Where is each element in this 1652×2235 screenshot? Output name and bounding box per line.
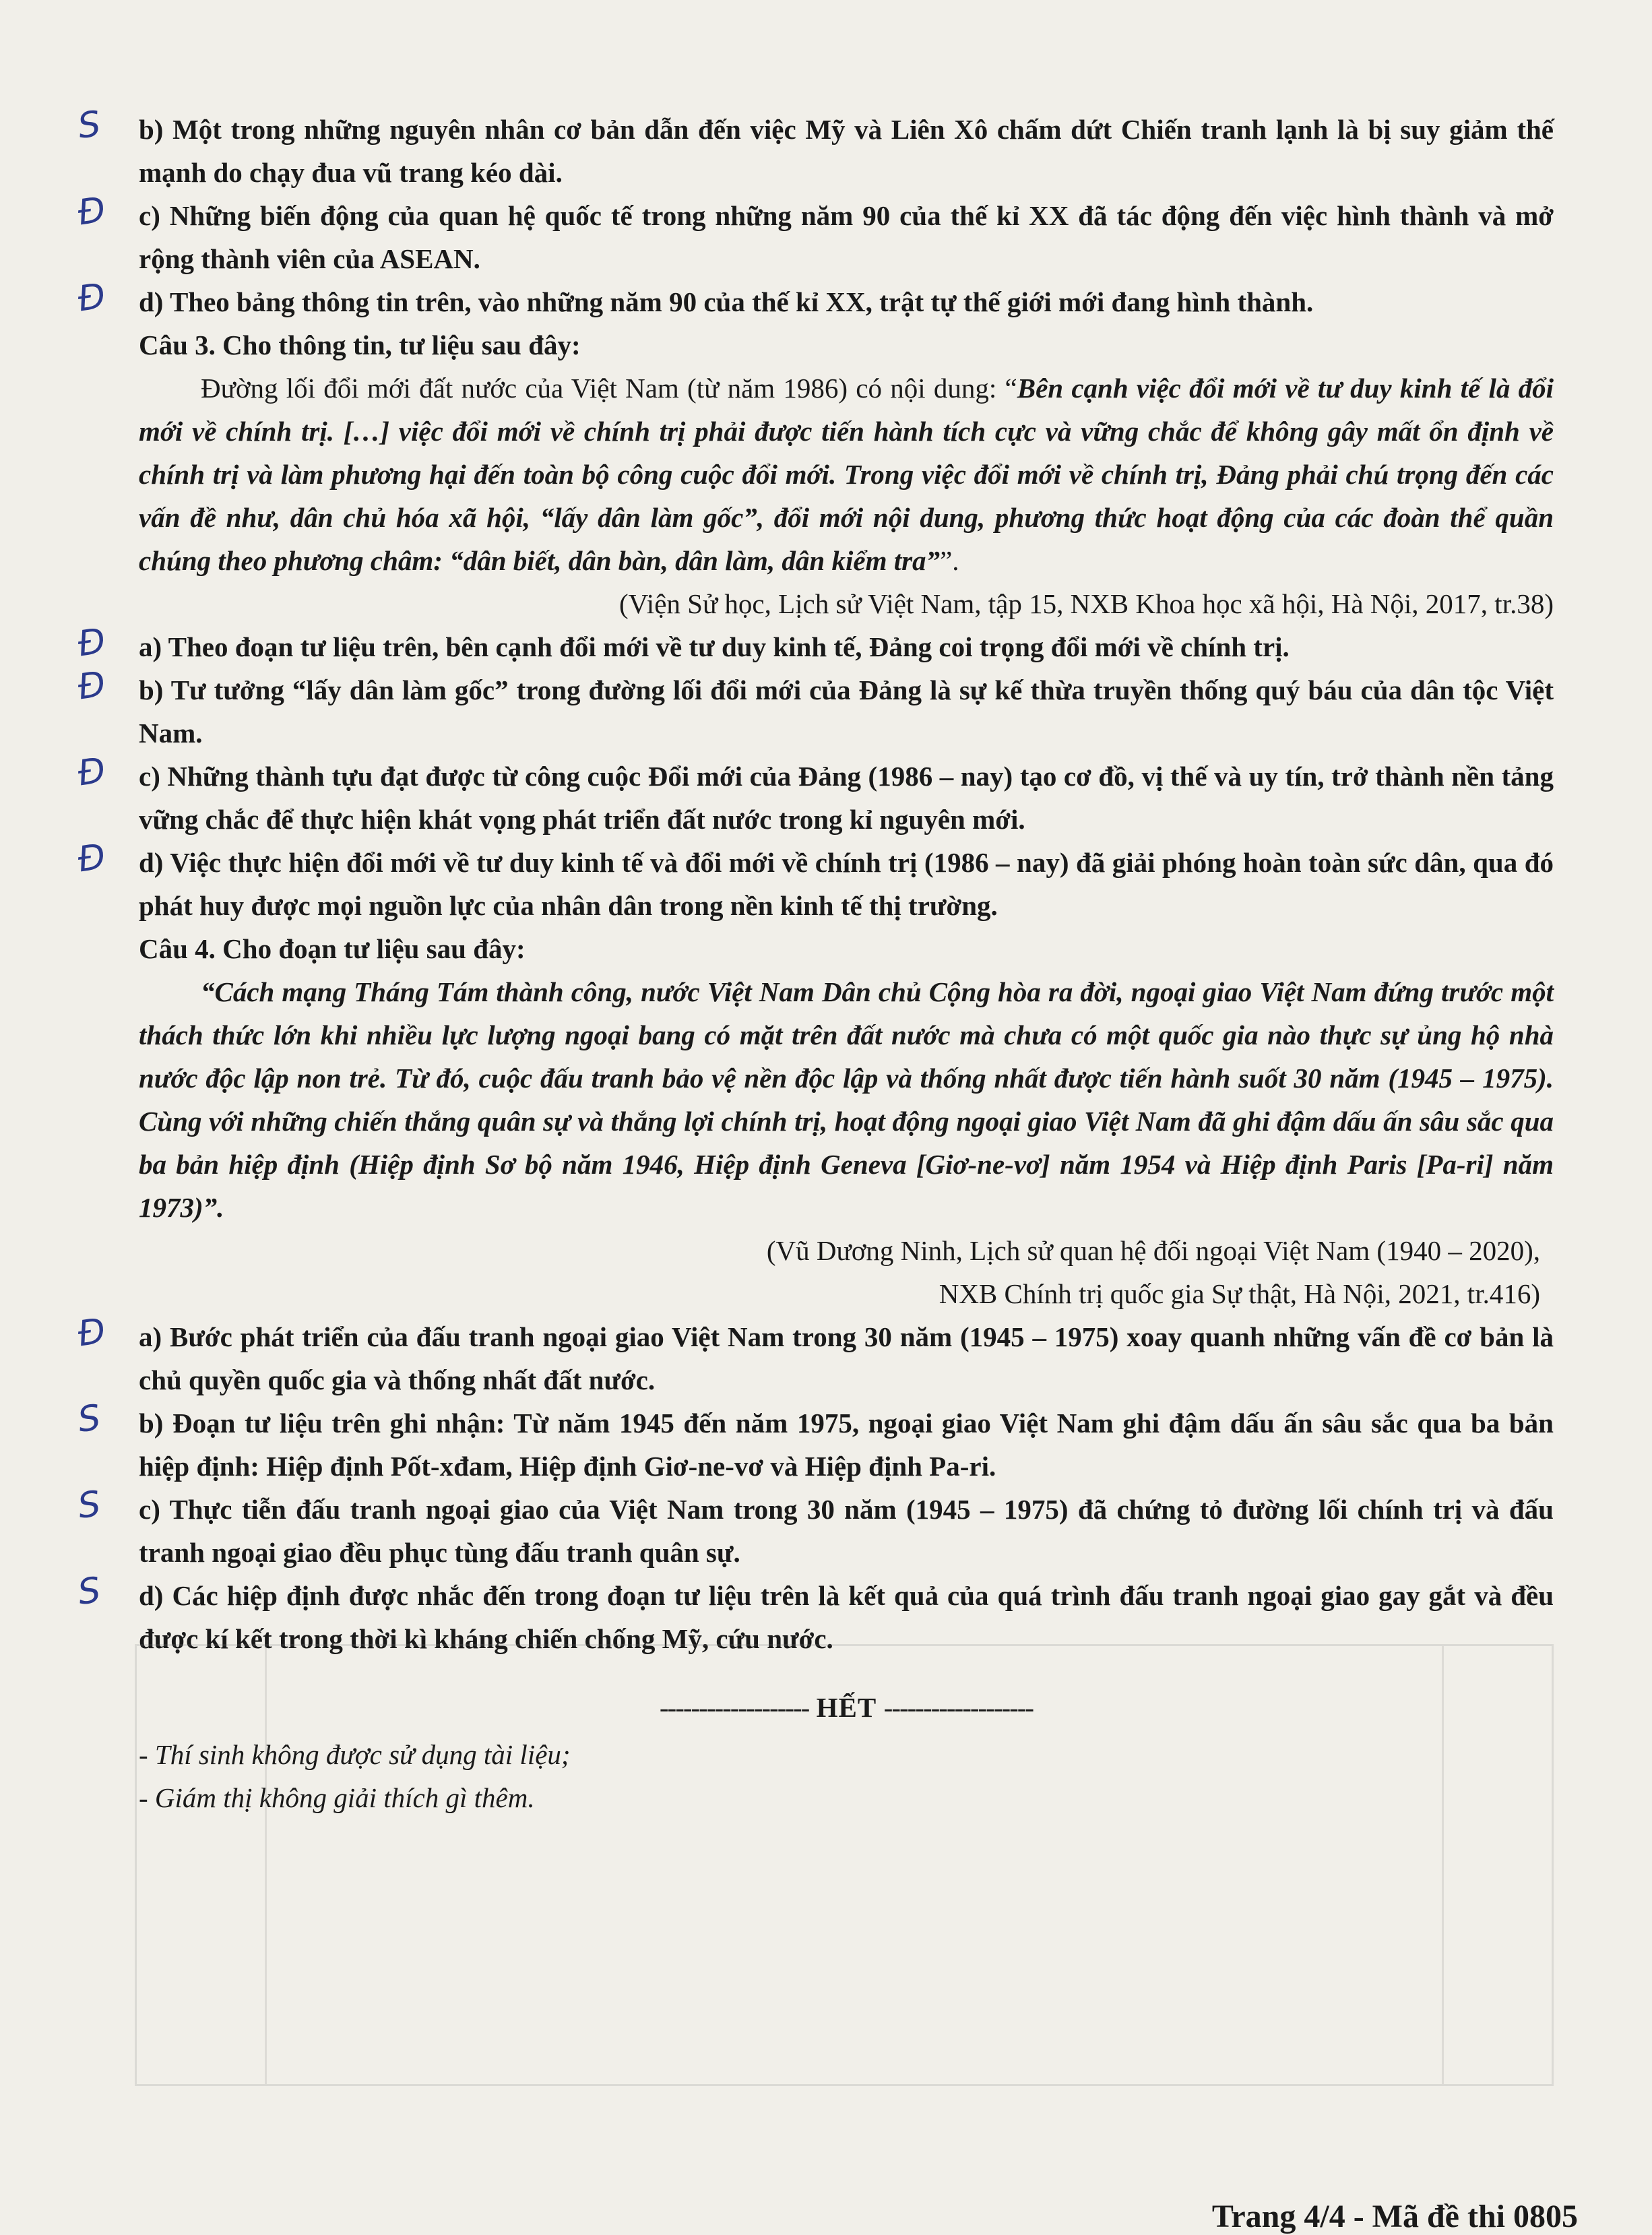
q2-item-b	[75, 103, 1554, 194]
q4-source-line2: NXB Chính trị quốc gia Sự thật, Hà Nội, 2021, tr.416)	[939, 1278, 1540, 1309]
q4-item-d-text: d) Các hiệp định được nhắc đến trong đoạn tư liệu trên là kết quả của quá trình đấu tranh ngoại giao gay gắt và đều được kí kết trong thời kì kháng chiến chống Mỹ, cứu nước.	[139, 1580, 1554, 1654]
q3-title: Câu 3. Cho thông tin, tư liệu sau đây:	[139, 329, 581, 360]
answer-mark: Đ	[75, 1311, 108, 1355]
q4-item-a	[75, 1311, 1554, 1402]
answer-mark: S	[75, 103, 104, 148]
q3-intro: Đường lối đổi mới đất nước của Việt Nam (từ năm 1986) có nội dung: “	[201, 373, 1017, 404]
q4-passage	[139, 970, 1554, 1229]
q3-quote-end: ”.	[940, 545, 959, 576]
exam-note: - Thí sinh không được sử dụng tài liệu;	[139, 1739, 571, 1770]
q2-item-c-text: c) Những biến động của quan hệ quốc tế trong những năm 90 của thế kỉ XX đã tác động đến việc hình thành và mở rộng thành viên của ASEAN.	[139, 200, 1554, 274]
q2-item-d-text: d) Theo bảng thông tin trên, vào những năm 90 của thế kỉ XX, trật tự thế giới mới đang hình thành.	[139, 286, 1314, 317]
exam-note: - Giám thị không giải thích gì thêm.	[139, 1782, 535, 1813]
q3-passage	[139, 367, 1554, 582]
q4-title: Câu 4. Cho đoạn tư liệu sau đây:	[139, 933, 526, 964]
q4-quote: “Cách mạng Tháng Tám thành công, nước Việt Nam Dân chủ Cộng hòa ra đời, ngoại giao Việt Nam đứng trước một thách thức lớn khi nhiều lực lượng ngoại bang có mặt trên đất nước mà chưa có một quốc gia nào thực sự ủng hộ nhà nước độc lập non trẻ. Từ đó, cuộc đấu tranh bảo vệ nền độc lập và thống nhất được tiến hành suốt 30 năm (1945 – 1975). Cùng với những chiến thắng quân sự và thắng lợi chính trị, hoạt động ngoại giao Việt Nam đã ghi đậm dấu ấn sâu sắc qua ba bản hiệp định (Hiệp định Sơ bộ năm 1946, Hiệp định Geneva [Giơ-ne-vơ] năm 1954 và Hiệp định Paris [Pa-ri] năm 1973)”.	[139, 976, 1554, 1223]
answer-mark: Đ	[75, 189, 108, 234]
q3-item-a-text: a) Theo đoạn tư liệu trên, bên cạnh đổi mới về tư duy kinh tế, Đảng coi trọng đổi mới về chính trị.	[139, 631, 1290, 662]
q4-item-b-text: b) Đoạn tư liệu trên ghi nhận: Từ năm 1945 đến năm 1975, ngoại giao Việt Nam ghi đậm dấu ấn sâu sắc qua ba bản hiệp định: Hiệp định Pốt-xđam, Hiệp định Giơ-ne-vơ và Hiệp định Pa-ri.	[139, 1408, 1554, 1482]
answer-mark: S	[75, 1483, 104, 1528]
q3-item-a	[75, 621, 1554, 668]
end-dashes-left: -------------------	[659, 1692, 809, 1723]
q4-item-c-text: c) Thực tiễn đấu tranh ngoại giao của Việt Nam trong 30 năm (1945 – 1975) đã chứng tỏ đường lối chính trị và đấu tranh ngoại giao đều phục tùng đấu tranh quân sự.	[139, 1494, 1554, 1568]
q2-item-c	[75, 189, 1554, 280]
q3-quote: Bên cạnh việc đổi mới về tư duy kinh tế là đổi mới về chính trị. […] việc đổi mới về chính trị phải được tiến hành tích cực và vững chắc để không gây mất ổn định về chính trị và làm phương hại đến toàn bộ công cuộc đổi mới. Trong việc đổi mới về chính trị, Đảng phải chú trọng đến các vấn đề như, dân chủ hóa xã hội, “lấy dân làm gốc”, đổi mới nội dung, phương thức hoạt động của các đoàn thể quần chúng theo phương châm: “dân biết, dân bàn, dân làm, dân kiểm tra”	[139, 373, 1554, 576]
page-footer: Trang 4/4 - Mã đề thi 0805	[1211, 2199, 1578, 2234]
bleed-column	[137, 1646, 267, 2084]
answer-mark: S	[75, 1569, 104, 1614]
q4-item-a-text: a) Bước phát triển của đấu tranh ngoại giao Việt Nam trong 30 năm (1945 – 1975) xoay quanh những vấn đề cơ bản là chủ quyền quốc gia và thống nhất đất nước.	[139, 1321, 1554, 1395]
q3-item-c	[75, 750, 1554, 841]
q2-item-d	[75, 276, 1554, 323]
q4-item-c	[75, 1483, 1554, 1574]
q3-item-c-text: c) Những thành tựu đạt được từ công cuộc Đổi mới của Đảng (1986 – nay) tạo cơ đồ, vị thế và uy tín, trở thành nền tảng vững chắc để thực hiện khát vọng phát triển đất nước trong kỉ nguyên mới.	[139, 761, 1554, 835]
q3-item-b	[75, 664, 1554, 755]
bleed-column	[1442, 1646, 1552, 2084]
answer-mark: Đ	[75, 276, 108, 320]
bleed-through-table	[135, 1644, 1554, 2086]
q4-item-b	[75, 1397, 1554, 1488]
q4-source-line1: (Vũ Dương Ninh, Lịch sử quan hệ đối ngoại Việt Nam (1940 – 2020),	[766, 1235, 1540, 1266]
end-label: HẾT	[816, 1692, 877, 1723]
answer-mark: S	[75, 1397, 104, 1441]
q3-source: (Viện Sử học, Lịch sử Việt Nam, tập 15, NXB Khoa học xã hội, Hà Nội, 2017, tr.38)	[619, 588, 1554, 619]
answer-mark: Đ	[75, 836, 108, 881]
q2-item-b-text: b) Một trong những nguyên nhân cơ bản dẫn đến việc Mỹ và Liên Xô chấm dứt Chiến tranh lạnh là bị suy giảm thế mạnh do chạy đua vũ trang kéo dài.	[139, 114, 1554, 188]
q3-item-d	[75, 836, 1554, 927]
answer-mark: Đ	[75, 750, 108, 794]
end-dashes-right: -------------------	[883, 1692, 1034, 1723]
q3-item-d-text: d) Việc thực hiện đổi mới về tư duy kinh tế và đổi mới về chính trị (1986 – nay) đã giải phóng hoàn toàn sức dân, qua đó phát huy được mọi nguồn lực của nhân dân trong nền kinh tế thị trường.	[139, 847, 1554, 921]
answer-mark: Đ	[75, 664, 108, 708]
q3-item-b-text: b) Tư tưởng “lấy dân làm gốc” trong đường lối đổi mới của Đảng là sự kế thừa truyền thống quý báu của dân tộc Việt Nam.	[139, 674, 1554, 749]
exam-content	[75, 103, 1554, 1819]
answer-mark: Đ	[75, 621, 108, 665]
